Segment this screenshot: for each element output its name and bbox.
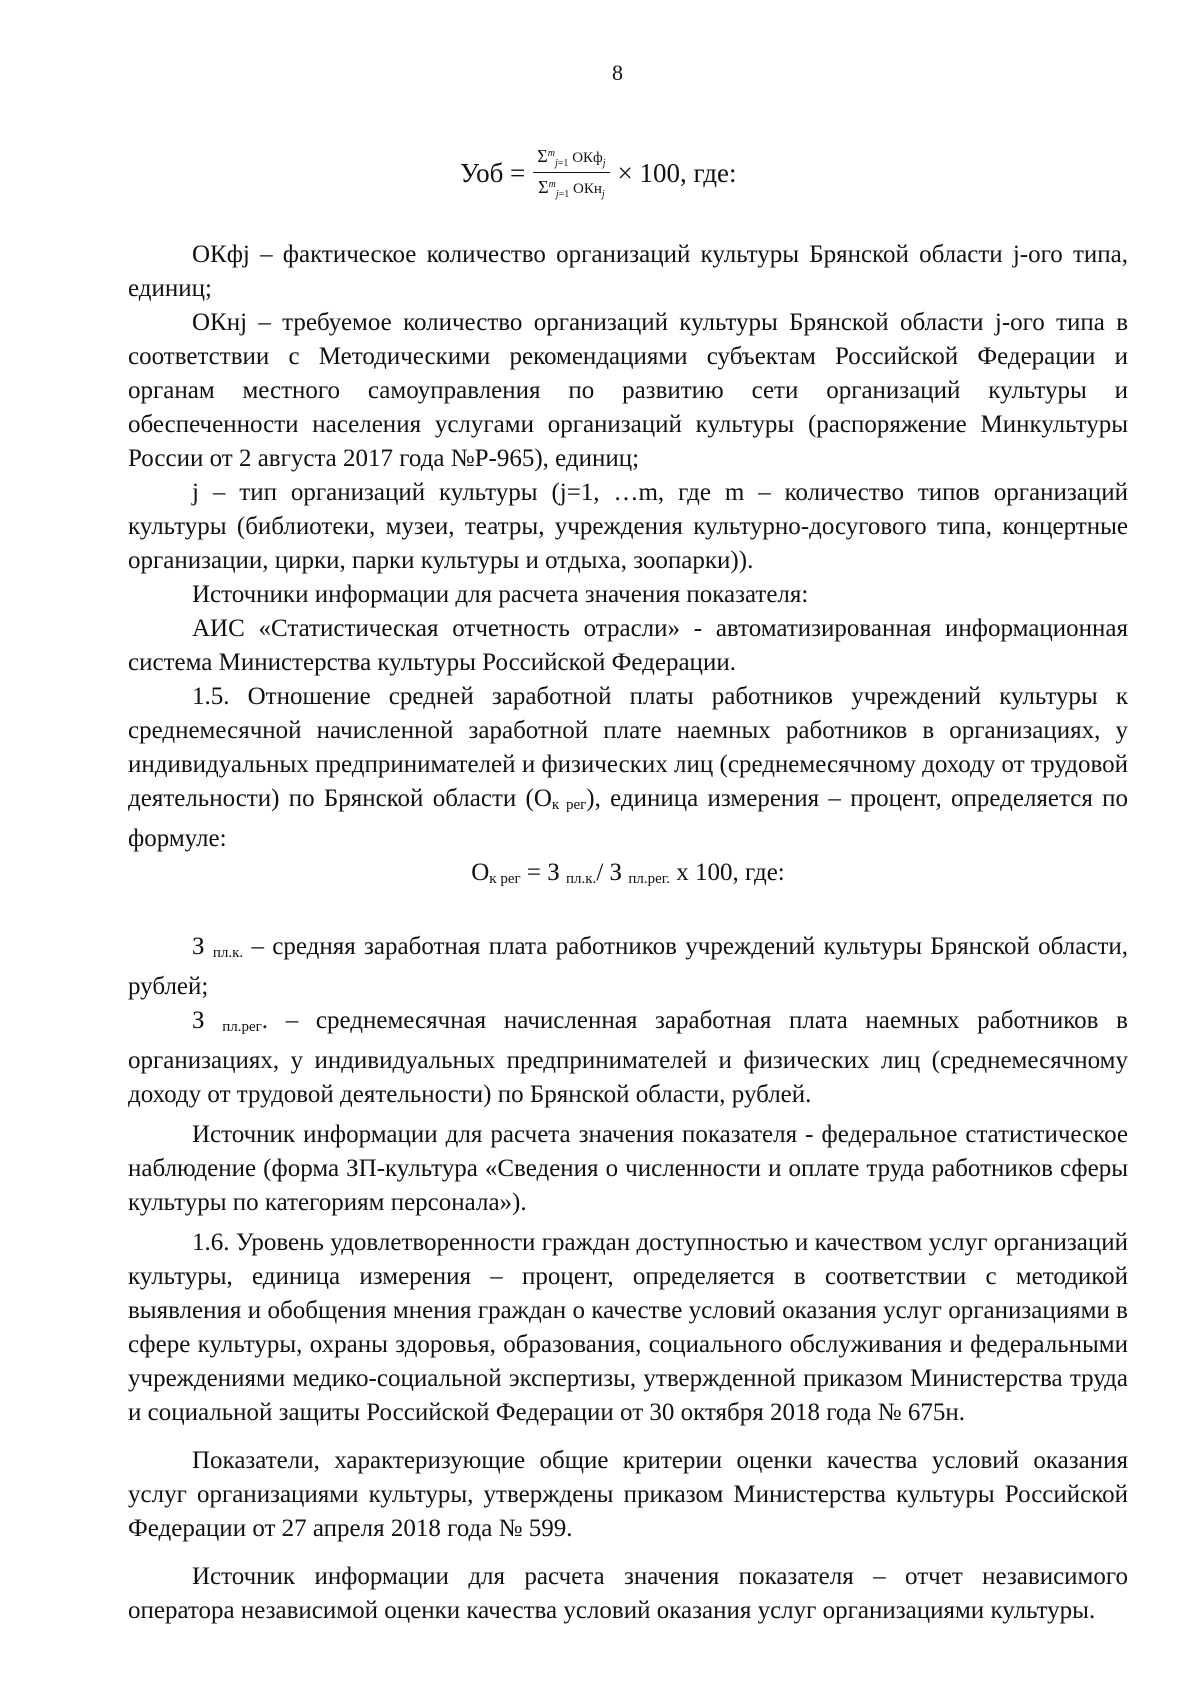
paragraph-1-6: 1.6. Уровень удовлетворенности граждан доступностью и качеством услуг организаций культуры, единица измерения – процент, определяется в соответствии с методикой выявления и обобщения мнения граждан о качестве условий оказания услуг организациями в сфере культуры, охраны здоровья, образования, социального обслуживания и федеральными учреждениями медико-социальной экспертизы, утвержденной приказом Министерства труда и социальной защиты Российской Федерации от 30 октября 2018 года № 675н. (128, 1229, 1128, 1426)
paragraph-j-type: j – тип организаций культуры (j=1, …m, где m – количество типов организаций культуры (библиотеки, музеи, театры, учреждения культурно-досугового типа, концертные организации, цирки, парки культуры и отдыха, зоопарки)). (128, 479, 1128, 574)
paragraph-sources-heading: Источники информации для расчета значения показателя: (192, 581, 809, 608)
paragraph-source-report: Источник информации для расчета значения показателя – отчет независимого оператора независимой оценки качества условий оказания услуг организациями культуры. (128, 1563, 1128, 1624)
document-body (128, 238, 1128, 1628)
formula-lhs: Уоб = (460, 157, 526, 188)
formula-uob (460, 138, 736, 208)
formula-numerator: $\Sigma^m_{j=1}$ ОКф$_j$ (533, 146, 609, 173)
formula-ok-reg: $О_{к рег} = З$ $_{пл.к.}$/ З $_{пл.рег.}$ х 100, где: (471, 859, 785, 887)
paragraph-ais: АИС «Статистическая отчетность отрасли» - автоматизированная информационная система Министерства культуры Российской Федерации. (128, 615, 1128, 676)
paragraph-source-zp: Источник информации для расчета значения показателя - федеральное статистическое наблюдение (форма ЗП-культура «Сведения о численности и оплате труда работников сферы культуры по категориям персонала»). (128, 1121, 1128, 1216)
formula-fraction (533, 146, 609, 200)
paragraph-criteria: Показатели, характеризующие общие критерии оценки качества условий оказания услуг организациями культуры, утверждены приказом Министерства культуры Российской Федерации от 27 апреля 2018 года № 599. (128, 1447, 1128, 1542)
formula-denominator: $\Sigma^m_{j=1}$ ОКн$_j$ (538, 177, 605, 200)
formula-rhs: × 100, где: (617, 157, 737, 188)
page-number: 8 (612, 60, 623, 85)
paragraph-okf: ОКфj – фактическое количество организаций культуры Брянской области j-ого типа, единиц; (128, 241, 1128, 302)
paragraph-1-5: 1.5. Отношение средней заработной платы работников учреждений культуры к среднемесячной начисленной заработной плате наемных работников в организациях, у индивидуальных предпринимателей и физических лиц (среднемесячному доходу от трудовой деятельности) по Брянской области $(О_{к рег})$, единица измерения – процент, определяется по формуле: (128, 683, 1128, 852)
paragraph-z-plk: З $_{пл.к.}$ – средняя заработная плата работников учреждений культуры Брянской области, рублей; (128, 933, 1129, 1000)
paragraph-z-plreg: З $_{пл.рег}$. – среднемесячная начисленная заработная плата наемных работников в организациях, у индивидуальных предпринимателей и физических лиц (среднемесячному доходу от трудовой деятельности) по Брянской области, рублей. (128, 1007, 1128, 1108)
paragraph-okn: ОКнj – требуемое количество организаций культуры Брянской области j-ого типа в соответствии с Методическими рекомендациями субъектам Российской Федерации и органам местного самоуправления по развитию сети организаций культуры и обеспеченности населения услугами организаций культуры (распоряжение Минкультуры России от 2 августа 2017 года №Р-965), единиц; (128, 309, 1128, 472)
